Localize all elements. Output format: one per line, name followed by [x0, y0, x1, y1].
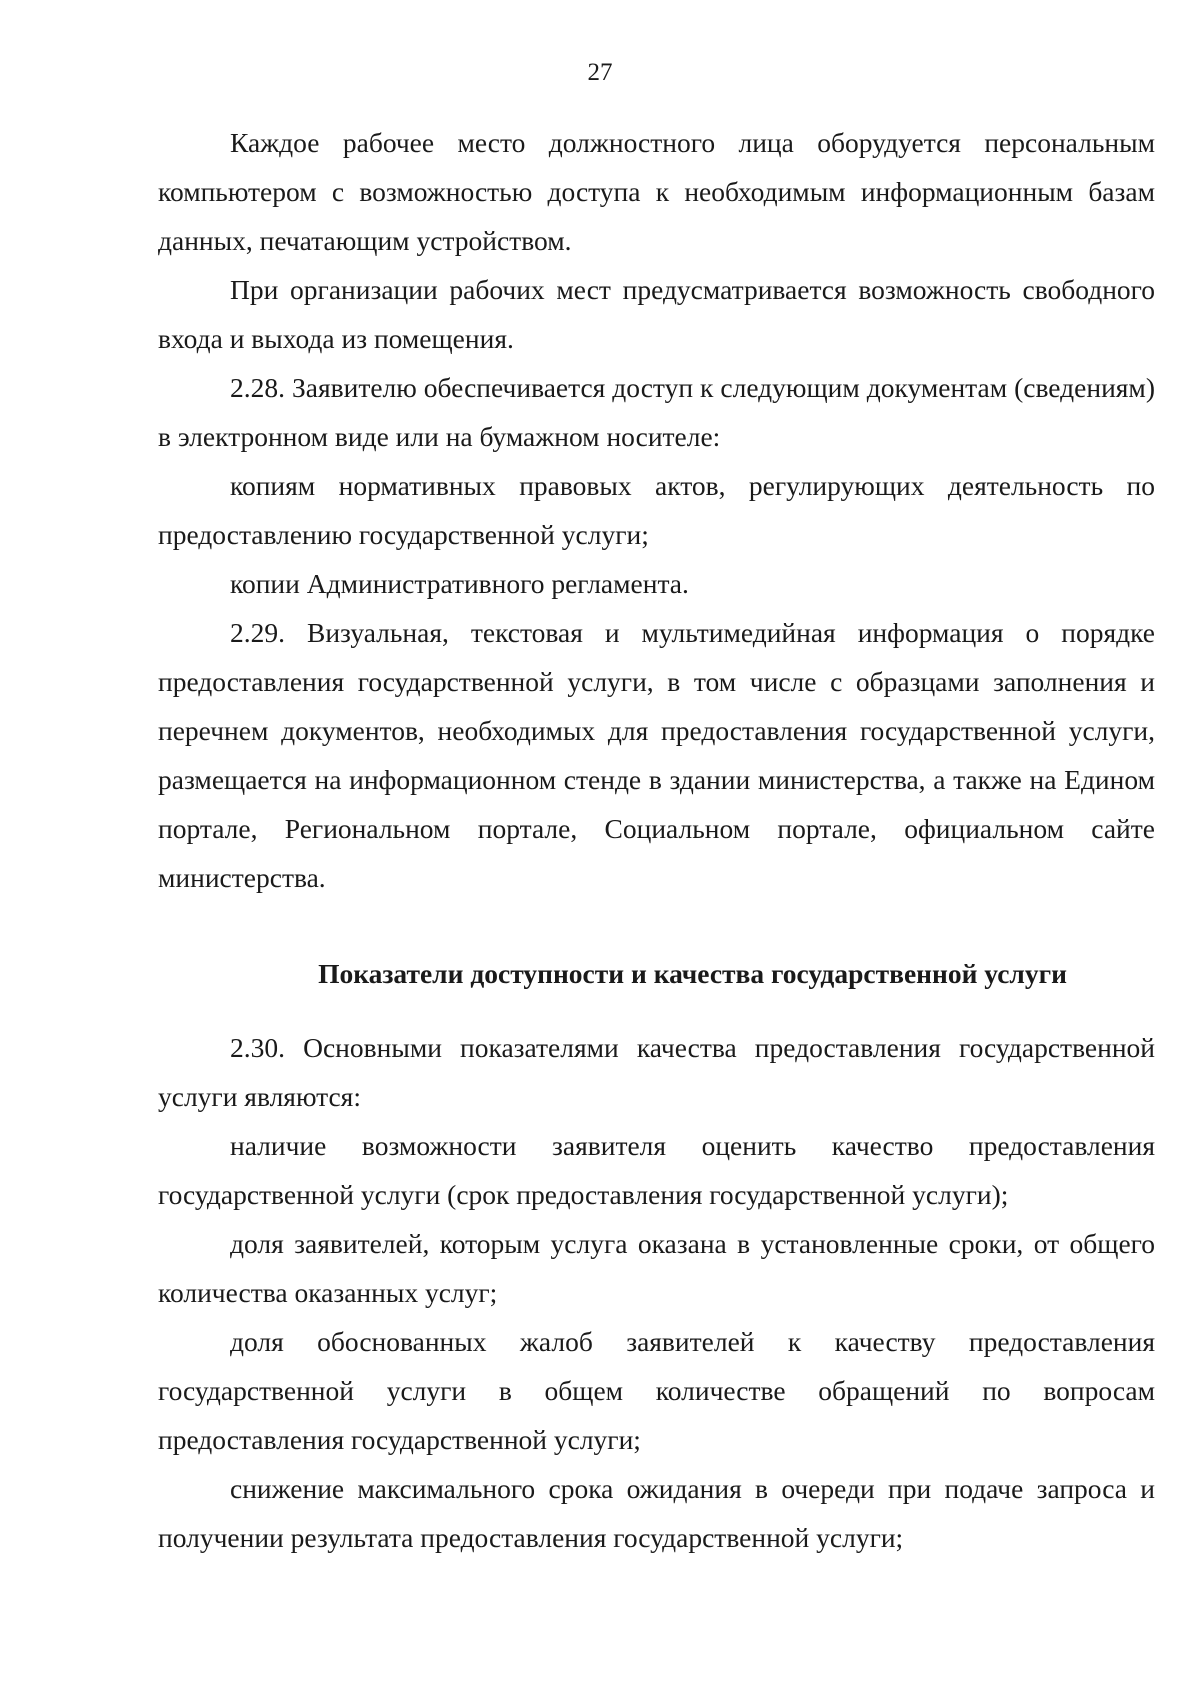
paragraph-complaints-share: доля обоснованных жалоб заявителей к качеству предоставления государственной услуги в общем количестве обращений по вопросам предоставления государственной услуги; — [158, 1326, 1155, 1455]
section-heading: Показатели доступности и качества государственной услуги — [318, 958, 1067, 989]
paragraph-workplace-access: При организации рабочих мест предусматривается возможность свободного входа и выхода из помещения. — [158, 274, 1155, 354]
paragraph-2-29: 2.29. Визуальная, текстовая и мультимедийная информация о порядке предоставления государственной услуги, в том числе с образцами заполнения и перечнем документов, необходимых для предоставления государственной услуги, размещается на информационном стенде в здании министерства, а также на Едином портале, Региональном портале, Социальном портале, официальном сайте министерства. — [158, 617, 1155, 893]
paragraph-legal-acts-copies: копиям нормативных правовых актов, регулирующих деятельность по предоставлению государственной услуги; — [158, 470, 1155, 550]
paragraph-quality-assessment: наличие возможности заявителя оценить качество предоставления государственной услуги (срок предоставления государственной услуги); — [158, 1130, 1155, 1210]
spacer — [158, 902, 1155, 949]
document-body — [158, 118, 1155, 1562]
paragraph-timely-services-share: доля заявителей, которым услуга оказана в установленные сроки, от общего количества оказанных услуг; — [158, 1228, 1155, 1308]
paragraph-queue-time: снижение максимального срока ожидания в очереди при подаче запроса и получении результата предоставления государственной услуги; — [158, 1473, 1155, 1553]
paragraph-2-30: 2.30. Основными показателями качества предоставления государственной услуги являются: — [158, 1032, 1155, 1112]
page-number: 27 — [587, 59, 613, 86]
paragraph-regulation-copies: копии Административного регламента. — [230, 568, 689, 599]
spacer — [158, 998, 1155, 1023]
paragraph-2-28: 2.28. Заявителю обеспечивается доступ к следующим документам (сведениям) в электронном виде или на бумажном носителе: — [158, 372, 1155, 452]
paragraph-workplace-equipment: Каждое рабочее место должностного лица оборудуется персональным компьютером с возможностью доступа к необходимым информационным базам данных, печатающим устройством. — [158, 127, 1155, 256]
